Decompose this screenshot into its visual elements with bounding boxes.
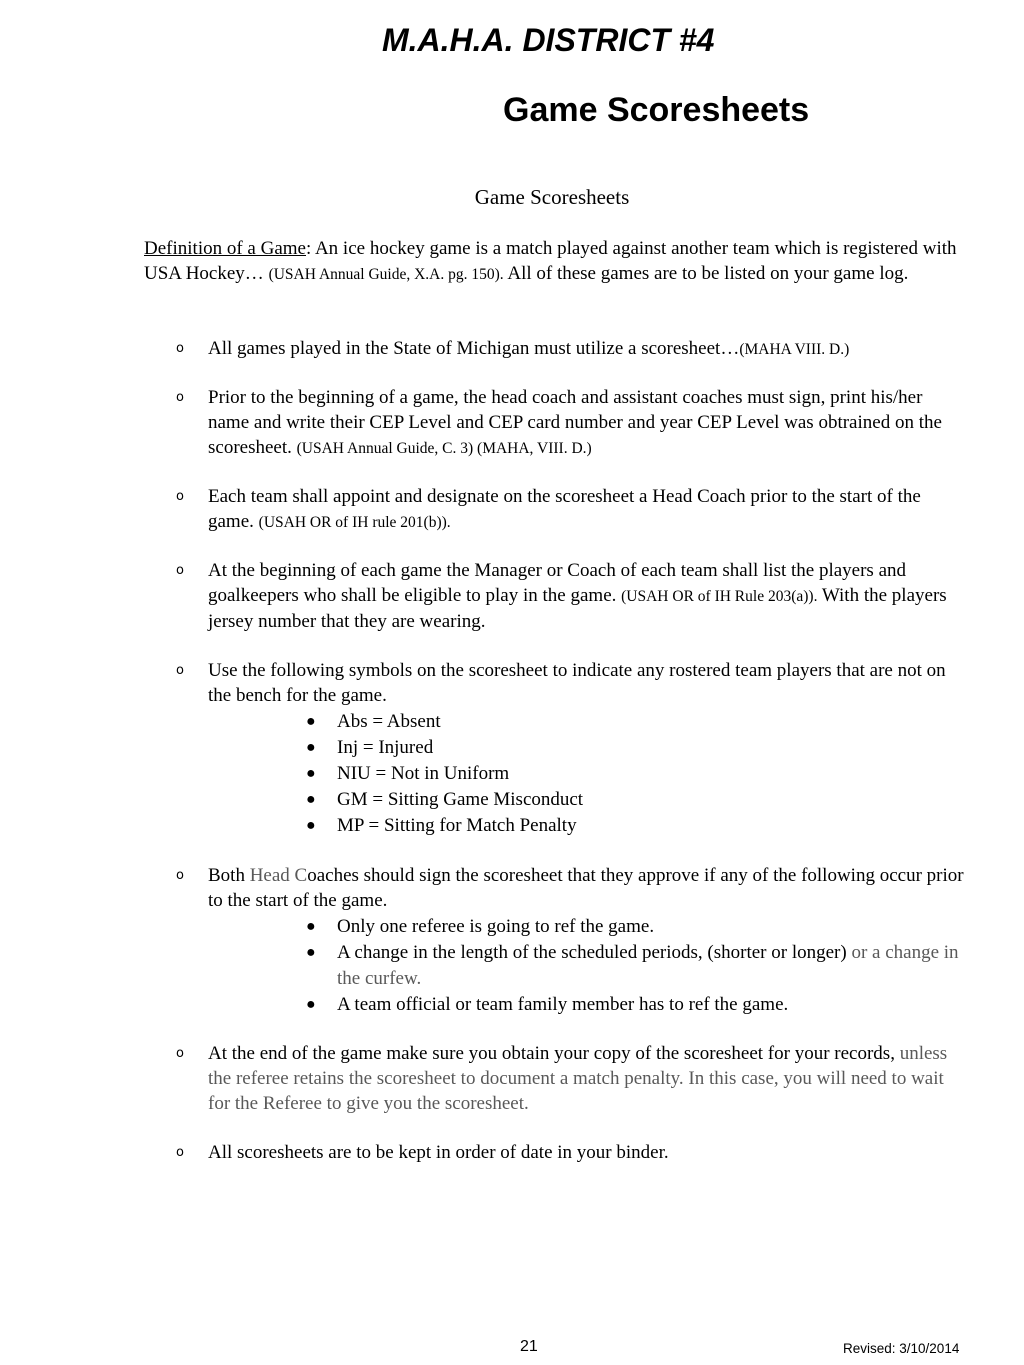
- list-item-text: At the end of the game make sure you obtain your copy of the scoresheet for your records,: [208, 1043, 895, 1064]
- list-item: [176, 658, 966, 839]
- list-item-text: Prior to the beginning of a game, the head coach and assistant coaches must sign, print his/her name and write their CEP Level and CEP card number and year CEP Level was obtrained on the scoresheet.: [208, 387, 942, 458]
- list-item: [176, 558, 966, 634]
- list-item: [176, 385, 966, 461]
- section-heading: Game Scoresheets: [474, 185, 630, 209]
- symbol-list-item: [176, 813, 966, 839]
- bullet-text: A change in the length of the scheduled periods, (shorter or longer): [337, 942, 847, 963]
- list-marker: o: [176, 1145, 184, 1160]
- list-item-tail-grey: unless the referee retains the scoresheet to document a match penalty. In this case, you will need to wait for the Referee to give you the scoresheet.: [208, 1043, 948, 1114]
- list-item-citation: (USAH OR of IH rule 201(b)).: [258, 514, 451, 531]
- bullet-text-grey: or a change in the curfew.: [337, 942, 959, 989]
- bullet-icon: ●: [306, 817, 316, 834]
- condition-list-item: [176, 992, 966, 1018]
- list-item-citation: (USAH Annual Guide, C. 3) (MAHA, VIII. D.): [296, 440, 592, 457]
- bullet-icon: ●: [306, 765, 316, 782]
- list-item: [176, 484, 966, 535]
- list-marker: o: [176, 390, 184, 405]
- bullet-icon: ●: [306, 944, 316, 961]
- list-marker: o: [176, 489, 184, 504]
- list-item-citation: (USAH OR of IH Rule 203(a)).: [621, 588, 818, 605]
- list-item: [176, 1140, 966, 1165]
- bullet-text: Inj = Injured: [337, 737, 434, 758]
- definition-paragraph: [144, 236, 974, 287]
- list-marker: o: [176, 341, 184, 356]
- bullet-text: Abs = Absent: [337, 711, 441, 732]
- symbol-list: [176, 709, 966, 839]
- list-item-tail: With the players jersey number that they are wearing.: [208, 585, 947, 632]
- bullet-icon: ●: [306, 713, 316, 730]
- list-item-citation: (MAHA VIII. D.): [739, 341, 850, 358]
- page-number: 21: [520, 1338, 538, 1355]
- definition-term: Definition of a Game: [144, 238, 306, 259]
- list-item-text: oaches should sign the scoresheet that they approve if any of the following occur prior to the start of the game.: [208, 865, 964, 911]
- bullet-text: Only one referee is going to ref the game.: [337, 916, 655, 937]
- condition-list-item: [176, 940, 966, 992]
- revision-date: Revised: 3/10/2014: [843, 1341, 960, 1356]
- bullet-icon: ●: [306, 791, 316, 808]
- symbol-list-item: [176, 787, 966, 813]
- bullet-text: GM = Sitting Game Misconduct: [337, 789, 584, 810]
- page-title: Game Scoresheets: [503, 91, 810, 129]
- list-item-text: At the beginning of each game the Manager or Coach of each team shall list the players and goalkeepers who shall be eligible to play in the game.: [208, 560, 906, 606]
- definition-text: : An ice hockey game is a match played against another team which is registered with USA Hockey…: [144, 238, 957, 284]
- list-item-text: All scoresheets are to be kept in order of date in your binder.: [208, 1142, 669, 1163]
- organization-title: M.A.H.A. DISTRICT #4: [382, 22, 715, 58]
- bullet-text: A team official or team family member has to ref the game.: [337, 994, 789, 1015]
- list-item-text: All games played in the State of Michigan must utilize a scoresheet…: [208, 338, 740, 359]
- symbol-list-item: [176, 761, 966, 787]
- bullet-text: NIU = Not in Uniform: [337, 763, 510, 784]
- bullet-text: MP = Sitting for Match Penalty: [337, 815, 577, 836]
- list-item-text: Each team shall appoint and designate on the scoresheet a Head Coach prior to the start of the game.: [208, 486, 921, 532]
- definition-citation: (USAH Annual Guide, X.A. pg. 150).: [268, 266, 504, 283]
- bullet-icon: ●: [306, 996, 316, 1013]
- definition-tail: All of these games are to be listed on your game log.: [503, 263, 909, 284]
- list-item-text: Both: [208, 865, 250, 886]
- list-item-text-grey: Head C: [249, 865, 308, 886]
- bullet-icon: ●: [306, 918, 316, 935]
- condition-list-item: [176, 914, 966, 940]
- list-marker: o: [176, 663, 184, 678]
- list-marker: o: [176, 868, 184, 883]
- list-item: [176, 336, 966, 362]
- symbol-list-item: [176, 735, 966, 761]
- bullet-icon: ●: [306, 739, 316, 756]
- list-item-text: Use the following symbols on the scoresheet to indicate any rostered team players that are not on the bench for the game.: [208, 660, 946, 706]
- condition-list: [176, 914, 966, 1018]
- list-marker: o: [176, 563, 184, 578]
- list-item: [176, 863, 966, 1018]
- symbol-list-item: [176, 709, 966, 735]
- list-marker: o: [176, 1046, 184, 1061]
- list-item: [176, 1041, 966, 1116]
